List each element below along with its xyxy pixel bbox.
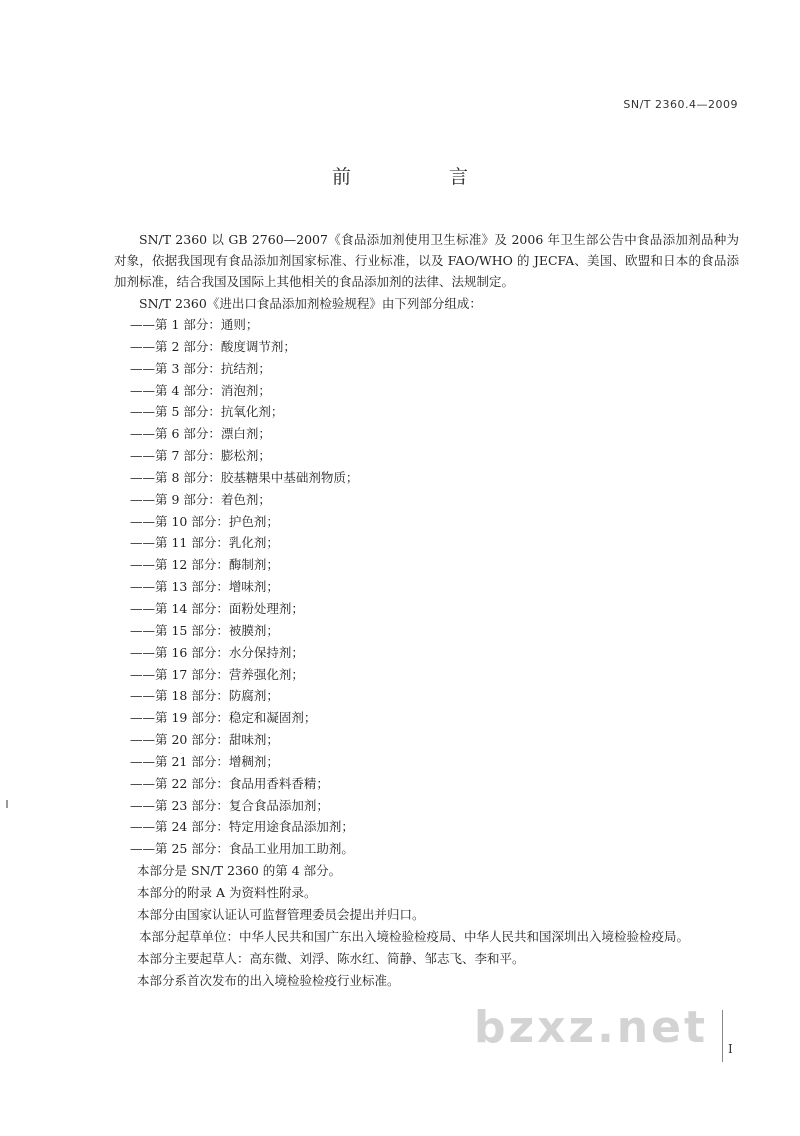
proposer-statement: 本部分由国家认证认可监督管理委员会提出并归口。	[137, 907, 425, 923]
watermark-text: bzxz.net	[474, 1002, 709, 1053]
list-item: ——第 20 部分：甜味剂；	[130, 732, 279, 748]
scan-artifact-line	[722, 1010, 723, 1062]
list-item: ——第 7 部分：膨松剂；	[130, 448, 271, 464]
list-item: ——第 14 部分：面粉处理剂；	[130, 600, 304, 616]
list-item: ——第 11 部分：乳化剂；	[130, 535, 279, 551]
list-item: ——第 8 部分：胶基糖果中基础剂物质；	[130, 469, 359, 485]
list-item: ——第 12 部分：酶制剂；	[130, 557, 279, 573]
list-item: ——第 1 部分：通则；	[130, 317, 259, 332]
foreword-body	[114, 229, 739, 992]
list-item: ——第 4 部分：消泡剂；	[130, 382, 271, 398]
list-item: ——第 9 部分：着色剂；	[130, 491, 271, 507]
list-item: ——第 18 部分：防腐剂；	[130, 688, 279, 704]
list-item: ——第 5 部分：抗氧化剂；	[130, 404, 284, 420]
intro-paragraph: SN/T 2360 以 GB 2760—2007《食品添加剂使用卫生标准》及 2006 年卫生部公告中食品添加剂品种为对象，依据我国现有食品添加剂国家标准、行业标准，以及 FAO/WHO 的 JECFA、美国、欧盟和日本的食品添加剂标准，结合我国及国际上其他相关的食品添加剂的法律、法规制定。	[114, 232, 739, 289]
list-item: ——第 16 部分：水分保持剂；	[130, 644, 304, 660]
part-of-statement: 本部分是 SN/T 2360 的第 4 部分。	[137, 863, 342, 879]
list-item: ——第 17 部分：营养强化剂；	[130, 666, 304, 682]
list-item: ——第 3 部分：抗结剂；	[130, 360, 271, 376]
first-release-statement: 本部分系首次发布的出入境检验检疫行业标准。	[137, 973, 400, 989]
list-item: ——第 23 部分：复合食品添加剂；	[130, 797, 329, 813]
list-item: ——第 13 部分：增味剂；	[130, 579, 279, 595]
list-item: ——第 19 部分：稳定和凝固剂；	[130, 710, 317, 726]
drafting-units-statement: 本部分起草单位：中华人民共和国广东出入境检验检疫局、中华人民共和国深圳出入境检验检疫局。	[139, 929, 690, 945]
list-item: ——第 15 部分：被膜剂；	[130, 622, 279, 638]
list-item: ——第 6 部分：漂白剂；	[130, 426, 271, 442]
composition-intro: SN/T 2360《进出口食品添加剂检验规程》由下列部分组成：	[139, 296, 482, 311]
document-code-header: SN/T 2360.4—2009	[623, 98, 738, 111]
list-item: ——第 25 部分：食品工业用加工助剂。	[130, 841, 354, 857]
list-item: ——第 10 部分：护色剂；	[130, 513, 279, 529]
list-item: ——第 24 部分：特定用途食品添加剂；	[130, 819, 354, 835]
parts-list	[114, 314, 739, 860]
page-number: I	[728, 1042, 733, 1056]
section-title: 前 言	[331, 166, 515, 188]
list-item: ——第 21 部分：增稠剂；	[130, 753, 279, 769]
drafters-statement: 本部分主要起草人：高东微、刘浮、陈水红、简静、邹志飞、李和平。	[137, 951, 525, 967]
appendix-statement: 本部分的附录 A 为资料性附录。	[137, 885, 317, 901]
list-item: ——第 2 部分：酸度调节剂；	[130, 338, 296, 354]
scan-edge-mark	[6, 800, 8, 808]
list-item: ——第 22 部分：食品用香料香精；	[130, 775, 329, 791]
